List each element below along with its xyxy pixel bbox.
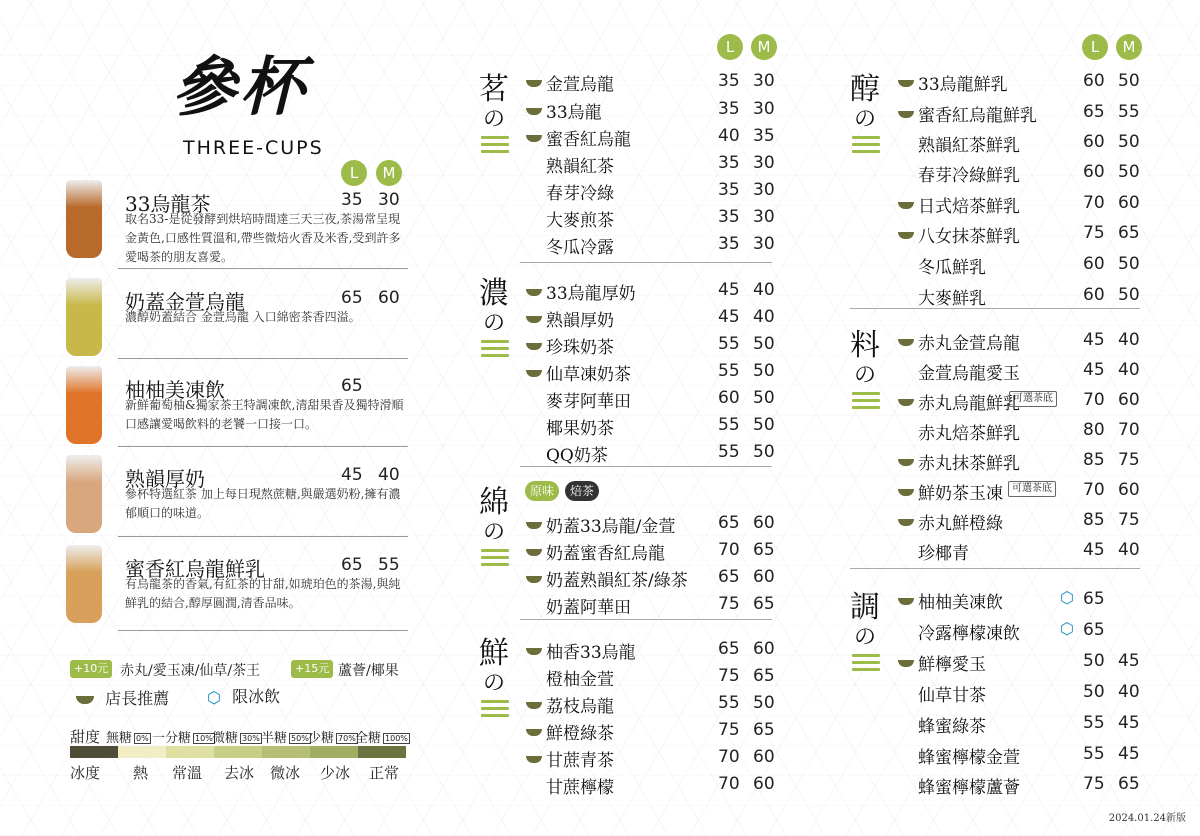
legend-recommend-label: 店長推薦 bbox=[105, 689, 170, 708]
menu-item-price-large: 55 bbox=[1083, 744, 1105, 764]
menu-item-name: 金萱烏龍 bbox=[546, 75, 614, 95]
menu-item-price-large: 65 bbox=[718, 567, 740, 587]
recommend-bowl-icon bbox=[526, 756, 542, 763]
section-title-liao: 料 bbox=[850, 328, 880, 363]
menu-item-price-medium: 70 bbox=[1118, 420, 1140, 440]
section-stripe-icon bbox=[852, 136, 880, 157]
size-large-badge-mid: L bbox=[717, 34, 743, 60]
iced-only-cube-icon: ⬡ bbox=[1060, 588, 1074, 607]
recommend-bowl-icon bbox=[898, 660, 914, 667]
option-original-pill: 原味 bbox=[525, 481, 559, 501]
sweetness-level-pct: 10% bbox=[195, 734, 213, 743]
featured-item-name: 33烏龍茶 bbox=[125, 192, 211, 216]
menu-item-price-large: 75 bbox=[718, 666, 740, 686]
menu-item-price-medium: 75 bbox=[1118, 510, 1140, 530]
menu-item-price-large: 55 bbox=[718, 442, 740, 462]
menu-item-price-medium: 40 bbox=[1118, 682, 1140, 702]
brand-logo: 參杯 bbox=[172, 50, 308, 125]
drink-cup-image bbox=[66, 278, 102, 356]
menu-item-name: 鮮奶茶玉凍 bbox=[918, 484, 1003, 504]
menu-item-price-large: 60 bbox=[1083, 162, 1105, 182]
tea-base-option-tag: 可選茶底 bbox=[1008, 481, 1056, 497]
legend-recommend bbox=[76, 686, 169, 709]
menu-item-price-large: 35 bbox=[718, 207, 740, 227]
menu-item-name: 柚香33烏龍 bbox=[546, 643, 636, 663]
divider-line bbox=[118, 630, 408, 631]
menu-item-name: 仙草凍奶茶 bbox=[546, 365, 631, 385]
menu-item-name: 珍椰青 bbox=[918, 544, 969, 564]
menu-item-name: 大麥鮮乳 bbox=[918, 289, 986, 309]
sweetness-level bbox=[152, 727, 217, 746]
menu-item-name: 33烏龍鮮乳 bbox=[918, 75, 1008, 95]
recommend-bowl-icon bbox=[526, 648, 542, 655]
menu-item-price-medium: 45 bbox=[1118, 651, 1140, 671]
menu-item-name: 鮮橙綠茶 bbox=[546, 724, 614, 744]
ice-level: 少冰 bbox=[320, 764, 351, 782]
menu-item-price-medium: 40 bbox=[1118, 360, 1140, 380]
menu-item-name: 蜂蜜檸檬金萱 bbox=[918, 748, 1020, 768]
section-no-liao: の bbox=[853, 363, 876, 388]
menu-item-price-large: 65 bbox=[1083, 620, 1105, 640]
section-no-mian: の bbox=[482, 520, 505, 545]
ice-level: 微冰 bbox=[270, 764, 301, 782]
menu-item-price-large: 70 bbox=[1083, 193, 1105, 213]
menu-item-price-large: 45 bbox=[1083, 360, 1105, 380]
menu-item-price-medium: 75 bbox=[1118, 450, 1140, 470]
menu-item-price-large: 50 bbox=[1083, 651, 1105, 671]
sweetness-label: 甜度 bbox=[70, 728, 101, 746]
menu-item-price-medium: 30 bbox=[753, 180, 775, 200]
recommend-bowl-icon bbox=[526, 135, 542, 142]
size-medium-badge-mid: M bbox=[751, 34, 777, 60]
menu-item-name: 八女抹茶鮮乳 bbox=[918, 227, 1020, 247]
sweetness-bar-segment bbox=[118, 746, 166, 758]
drink-cup-image bbox=[66, 455, 102, 533]
sweetness-bar-segment bbox=[70, 746, 118, 758]
featured-price-medium: 30 bbox=[378, 190, 400, 210]
menu-item-price-large: 85 bbox=[1083, 450, 1105, 470]
section-stripe-icon bbox=[481, 340, 509, 361]
brand-subtitle: THREE-CUPS bbox=[183, 137, 324, 159]
sweetness-bar-segment bbox=[310, 746, 358, 758]
menu-item-price-large: 60 bbox=[718, 388, 740, 408]
sweetness-level-name: 無糖 bbox=[106, 731, 133, 746]
menu-item-price-medium: 60 bbox=[753, 639, 775, 659]
menu-item-price-medium: 50 bbox=[1118, 71, 1140, 91]
menu-item-price-medium: 50 bbox=[753, 388, 775, 408]
iced-only-cube-icon: ⬡ bbox=[1060, 619, 1074, 638]
menu-item-price-large: 75 bbox=[718, 720, 740, 740]
featured-item-desc: 取名33-是從發酵到烘培時間達三天三夜,茶湯常呈現金黃色,口感性質溫和,帶些微焙火香及米香,受到許多愛喝茶的朋友喜愛。 bbox=[125, 212, 401, 264]
menu-item-price-large: 35 bbox=[718, 153, 740, 173]
featured-item-desc: 有烏龍茶的香氣,有紅茶的甘甜,如琥珀色的茶湯,與純鮮乳的結合,醇厚圓潤,清香品味。 bbox=[125, 577, 401, 610]
menu-item-price-medium: 30 bbox=[753, 234, 775, 254]
featured-item-name: 奶蓋金萱烏龍 bbox=[125, 290, 245, 314]
menu-item-price-large: 45 bbox=[1083, 540, 1105, 560]
menu-item-price-medium: 40 bbox=[753, 307, 775, 327]
menu-item-price-large: 85 bbox=[1083, 510, 1105, 530]
menu-item-price-large: 60 bbox=[1083, 285, 1105, 305]
menu-item-name: 大麥煎茶 bbox=[546, 211, 614, 231]
sweetness-level bbox=[212, 727, 264, 746]
menu-item-price-medium: 50 bbox=[753, 415, 775, 435]
recommend-bowl-icon bbox=[898, 519, 914, 526]
menu-item-price-large: 45 bbox=[1083, 330, 1105, 350]
featured-price-medium: 40 bbox=[378, 465, 400, 485]
section-title-xian: 鮮 bbox=[479, 636, 509, 671]
sweetness-level bbox=[355, 727, 412, 746]
menu-item-price-large: 70 bbox=[718, 540, 740, 560]
menu-item-price-medium: 40 bbox=[1118, 330, 1140, 350]
size-medium-badge-right: M bbox=[1116, 34, 1142, 60]
menu-item-name: 赤丸金萱烏龍 bbox=[918, 334, 1020, 354]
recommend-bowl-icon bbox=[898, 489, 914, 496]
section-divider bbox=[520, 466, 772, 467]
menu-item-price-large: 65 bbox=[718, 639, 740, 659]
ice-level: 熱 bbox=[133, 764, 149, 782]
recommend-bowl-icon bbox=[526, 729, 542, 736]
sweetness-level-pct: 30% bbox=[242, 734, 260, 743]
menu-item-name: 冬瓜冷露 bbox=[546, 238, 614, 258]
ice-label: 冰度 bbox=[70, 764, 101, 782]
sweetness-level-name: 微糖 bbox=[212, 731, 239, 746]
menu-item-price-medium: 40 bbox=[753, 280, 775, 300]
menu-item-price-medium: 65 bbox=[753, 594, 775, 614]
featured-price-large: 65 bbox=[341, 376, 363, 396]
recommend-bowl-icon bbox=[898, 111, 914, 118]
menu-item-price-large: 55 bbox=[718, 361, 740, 381]
recommend-bowl-icon bbox=[526, 316, 542, 323]
menu-item-price-medium: 50 bbox=[1118, 132, 1140, 152]
section-divider bbox=[520, 262, 772, 263]
sweetness-level-name: 全糖 bbox=[355, 731, 382, 746]
menu-item-name: 熟韻紅茶 bbox=[546, 157, 614, 177]
addon-plus10-tag: +10元 bbox=[70, 660, 112, 678]
featured-item-name: 蜜香紅烏龍鮮乳 bbox=[125, 557, 265, 581]
menu-item-price-large: 75 bbox=[1083, 774, 1105, 794]
menu-item-name: 橙柚金萱 bbox=[546, 670, 614, 690]
recommend-bowl-icon bbox=[526, 289, 542, 296]
recommend-bowl-icon bbox=[526, 549, 542, 556]
menu-item-price-large: 45 bbox=[718, 307, 740, 327]
size-large-badge: L bbox=[341, 160, 367, 186]
drink-cup-image bbox=[66, 180, 102, 258]
sweetness-level-pct: 70% bbox=[338, 734, 356, 743]
recommend-bowl-icon bbox=[898, 80, 914, 87]
sweetness-bar-segment bbox=[166, 746, 214, 758]
menu-item-price-large: 55 bbox=[718, 693, 740, 713]
recommend-bowl-icon bbox=[526, 576, 542, 583]
menu-item-name: 春芽冷綠鮮乳 bbox=[918, 166, 1020, 186]
menu-item-price-large: 60 bbox=[1083, 132, 1105, 152]
divider-line bbox=[118, 446, 408, 447]
sweetness-level bbox=[261, 727, 313, 746]
section-divider bbox=[850, 568, 1140, 569]
menu-item-price-large: 65 bbox=[1083, 589, 1105, 609]
sweetness-level bbox=[106, 727, 153, 746]
section-stripe-icon bbox=[481, 136, 509, 157]
menu-item-price-large: 75 bbox=[1083, 223, 1105, 243]
menu-item-name: 冬瓜鮮乳 bbox=[918, 258, 986, 278]
section-stripe-icon bbox=[481, 700, 509, 721]
bowl-icon bbox=[76, 696, 94, 704]
featured-item-desc: 新鮮葡萄柚&獨家茶王特調凍飲,清甜果香及獨特滑順口感讓愛喝飲料的老饕一口接一口。 bbox=[125, 398, 404, 431]
menu-item-price-large: 70 bbox=[718, 774, 740, 794]
menu-item-name: 仙草甘茶 bbox=[918, 686, 986, 706]
menu-item-price-medium: 60 bbox=[1118, 480, 1140, 500]
menu-item-price-medium: 40 bbox=[1118, 540, 1140, 560]
section-stripe-icon bbox=[852, 654, 880, 675]
section-no-nong: の bbox=[482, 311, 505, 336]
size-large-badge-right: L bbox=[1082, 34, 1108, 60]
menu-item-price-medium: 65 bbox=[753, 540, 775, 560]
menu-item-price-large: 70 bbox=[1083, 480, 1105, 500]
menu-item-name: 珍珠奶茶 bbox=[546, 338, 614, 358]
menu-item-name: 33烏龍 bbox=[546, 103, 602, 123]
legend-iced-only-label: 限冰飲 bbox=[232, 687, 281, 706]
section-stripe-icon bbox=[852, 392, 880, 413]
menu-item-name: 熟韻紅茶鮮乳 bbox=[918, 136, 1020, 156]
divider-line bbox=[118, 358, 408, 359]
menu-item-name: 日式焙茶鮮乳 bbox=[918, 197, 1020, 217]
option-roasted-pill: 焙茶 bbox=[565, 481, 599, 501]
menu-item-price-large: 65 bbox=[718, 513, 740, 533]
menu-item-price-large: 65 bbox=[1083, 102, 1105, 122]
menu-item-name: 荔枝烏龍 bbox=[546, 697, 614, 717]
menu-item-price-large: 80 bbox=[1083, 420, 1105, 440]
ice-level: 去冰 bbox=[224, 764, 255, 782]
menu-item-price-large: 35 bbox=[718, 180, 740, 200]
drink-cup-image bbox=[66, 366, 102, 444]
featured-item-desc: 參杯特選紅茶 加上每日現熬蔗糖,與嚴選奶粉,擁有濃郁順口的味道。 bbox=[125, 487, 401, 520]
section-no-tiao: の bbox=[853, 625, 876, 650]
menu-item-name: 金萱烏龍愛玉 bbox=[918, 364, 1020, 384]
menu-item-price-medium: 65 bbox=[1118, 774, 1140, 794]
ice-level: 正常 bbox=[369, 764, 400, 782]
ice-level: 常溫 bbox=[172, 764, 203, 782]
sweetness-level-name: 少糖 bbox=[308, 731, 335, 746]
menu-item-price-medium: 50 bbox=[753, 334, 775, 354]
tea-base-option-tag: 可選茶底 bbox=[1009, 391, 1057, 407]
menu-item-name: 奶蓋蜜香紅烏龍 bbox=[546, 544, 665, 564]
sweetness-bar-segment bbox=[214, 746, 262, 758]
size-medium-badge: M bbox=[376, 160, 402, 186]
menu-item-name: 春芽冷綠 bbox=[546, 184, 614, 204]
menu-item-name: 蜂蜜綠茶 bbox=[918, 717, 986, 737]
menu-item-name: 奶蓋熟韻紅茶/綠茶 bbox=[546, 571, 688, 591]
recommend-bowl-icon bbox=[526, 522, 542, 529]
section-title-nong: 濃 bbox=[479, 276, 509, 311]
menu-item-name: 蜜香紅烏龍鮮乳 bbox=[918, 106, 1037, 126]
menu-item-price-large: 55 bbox=[718, 415, 740, 435]
section-title-tiao: 調 bbox=[850, 590, 880, 625]
menu-version: 2024.01.24新版 bbox=[1108, 813, 1186, 824]
recommend-bowl-icon bbox=[526, 702, 542, 709]
menu-item-name: 奶蓋33烏龍/金萱 bbox=[546, 517, 676, 537]
menu-item-price-medium: 60 bbox=[1118, 193, 1140, 213]
recommend-bowl-icon bbox=[526, 80, 542, 87]
addon-plus15-items: 蘆薈/椰果 bbox=[338, 663, 399, 679]
menu-item-price-large: 70 bbox=[1083, 390, 1105, 410]
menu-item-price-large: 55 bbox=[718, 334, 740, 354]
menu-item-name: 33烏龍厚奶 bbox=[546, 284, 636, 304]
menu-item-name: 赤丸焙茶鮮乳 bbox=[918, 424, 1020, 444]
menu-item-price-large: 55 bbox=[1083, 713, 1105, 733]
sweetness-level-pct: 50% bbox=[291, 734, 309, 743]
addon-plus10-items: 赤丸/愛玉凍/仙草/茶王 bbox=[120, 663, 261, 679]
section-title-ming: 茗 bbox=[479, 72, 509, 107]
featured-price-large: 65 bbox=[341, 288, 363, 308]
menu-item-price-medium: 30 bbox=[753, 153, 775, 173]
recommend-bowl-icon bbox=[898, 459, 914, 466]
menu-item-price-medium: 65 bbox=[1118, 223, 1140, 243]
sweetness-level-name: 一分糖 bbox=[152, 731, 192, 746]
featured-item-desc: 濃醇奶蓋結合 金萱烏龍 入口綿密茶香四溢。 bbox=[125, 310, 361, 324]
menu-item-price-medium: 60 bbox=[753, 774, 775, 794]
menu-item-price-large: 35 bbox=[718, 71, 740, 91]
menu-item-price-large: 50 bbox=[1083, 682, 1105, 702]
recommend-bowl-icon bbox=[526, 108, 542, 115]
menu-item-name: QQ奶茶 bbox=[546, 446, 608, 466]
menu-item-name: 熟韻厚奶 bbox=[546, 311, 614, 331]
divider-line bbox=[118, 536, 408, 537]
menu-item-price-large: 60 bbox=[1083, 71, 1105, 91]
menu-item-price-large: 45 bbox=[718, 280, 740, 300]
featured-price-medium: 60 bbox=[378, 288, 400, 308]
sweetness-level-pct: 0% bbox=[136, 734, 149, 743]
divider-line bbox=[118, 268, 408, 269]
menu-item-price-large: 75 bbox=[718, 594, 740, 614]
menu-item-name: 甘蔗青茶 bbox=[546, 751, 614, 771]
menu-item-price-large: 35 bbox=[718, 99, 740, 119]
menu-item-price-large: 70 bbox=[718, 747, 740, 767]
featured-item-name: 柚柚美凍飲 bbox=[125, 378, 225, 402]
menu-item-price-medium: 60 bbox=[1118, 390, 1140, 410]
menu-item-price-medium: 35 bbox=[753, 126, 775, 146]
menu-item-price-medium: 30 bbox=[753, 207, 775, 227]
section-no-ming: の bbox=[482, 107, 505, 132]
legend-iced-only bbox=[205, 684, 280, 707]
menu-item-name: 鮮檸愛玉 bbox=[918, 655, 986, 675]
menu-item-name: 椰果奶茶 bbox=[546, 419, 614, 439]
menu-item-price-medium: 50 bbox=[753, 693, 775, 713]
section-no-xian: の bbox=[482, 671, 505, 696]
recommend-bowl-icon bbox=[898, 399, 914, 406]
recommend-bowl-icon bbox=[898, 232, 914, 239]
addon-plus15-tag: +15元 bbox=[291, 660, 333, 678]
menu-item-price-medium: 50 bbox=[1118, 285, 1140, 305]
section-title-mian: 綿 bbox=[479, 485, 509, 520]
drink-cup-image bbox=[66, 545, 102, 623]
featured-item-name: 熟韻厚奶 bbox=[125, 467, 205, 491]
sweetness-level-pct: 100% bbox=[385, 734, 408, 743]
recommend-bowl-icon bbox=[898, 339, 914, 346]
menu-item-price-large: 35 bbox=[718, 234, 740, 254]
menu-item-price-medium: 30 bbox=[753, 71, 775, 91]
menu-item-price-medium: 55 bbox=[1118, 102, 1140, 122]
sweetness-level bbox=[308, 727, 360, 746]
featured-price-large: 45 bbox=[341, 465, 363, 485]
featured-price-medium: 55 bbox=[378, 555, 400, 575]
featured-price-large: 35 bbox=[341, 190, 363, 210]
menu-item-price-medium: 50 bbox=[1118, 254, 1140, 274]
menu-item-price-medium: 65 bbox=[753, 720, 775, 740]
menu-item-price-medium: 50 bbox=[753, 361, 775, 381]
ice-cube-icon: ⬡ bbox=[207, 687, 221, 707]
sweetness-level-name: 半糖 bbox=[261, 731, 288, 746]
menu-item-name: 奶蓋阿華田 bbox=[546, 598, 631, 618]
section-divider bbox=[850, 308, 1140, 309]
menu-item-name: 蜜香紅烏龍 bbox=[546, 130, 631, 150]
recommend-bowl-icon bbox=[526, 370, 542, 377]
menu-item-price-large: 60 bbox=[1083, 254, 1105, 274]
menu-item-name: 麥芽阿華田 bbox=[546, 392, 631, 412]
section-title-chun: 醇 bbox=[850, 72, 880, 107]
menu-item-price-medium: 45 bbox=[1118, 713, 1140, 733]
menu-item-price-medium: 30 bbox=[753, 99, 775, 119]
menu-item-price-medium: 45 bbox=[1118, 744, 1140, 764]
featured-price-large: 65 bbox=[341, 555, 363, 575]
menu-item-name: 赤丸抹茶鮮乳 bbox=[918, 454, 1020, 474]
menu-item-name: 甘蔗檸檬 bbox=[546, 778, 614, 798]
menu-item-price-medium: 50 bbox=[1118, 162, 1140, 182]
menu-item-name: 柚柚美凍飲 bbox=[918, 593, 1003, 613]
menu-item-name: 赤丸烏龍鮮乳 bbox=[918, 394, 1020, 414]
section-no-chun: の bbox=[853, 107, 876, 132]
menu-item-price-medium: 60 bbox=[753, 747, 775, 767]
menu-item-price-medium: 50 bbox=[753, 442, 775, 462]
menu-item-price-large: 40 bbox=[718, 126, 740, 146]
menu-item-name: 蜂蜜檸檬蘆薈 bbox=[918, 778, 1020, 798]
recommend-bowl-icon bbox=[898, 598, 914, 605]
menu-item-price-medium: 60 bbox=[753, 513, 775, 533]
recommend-bowl-icon bbox=[526, 343, 542, 350]
section-stripe-icon bbox=[481, 549, 509, 570]
recommend-bowl-icon bbox=[898, 202, 914, 209]
menu-item-name: 冷露檸檬凍飲 bbox=[918, 624, 1020, 644]
menu-item-name: 赤丸鮮橙綠 bbox=[918, 514, 1003, 534]
menu-item-price-medium: 65 bbox=[753, 666, 775, 686]
sweetness-bar-segment bbox=[262, 746, 310, 758]
section-divider bbox=[520, 619, 772, 620]
menu-item-price-medium: 60 bbox=[753, 567, 775, 587]
sweetness-bar-segment bbox=[358, 746, 406, 758]
